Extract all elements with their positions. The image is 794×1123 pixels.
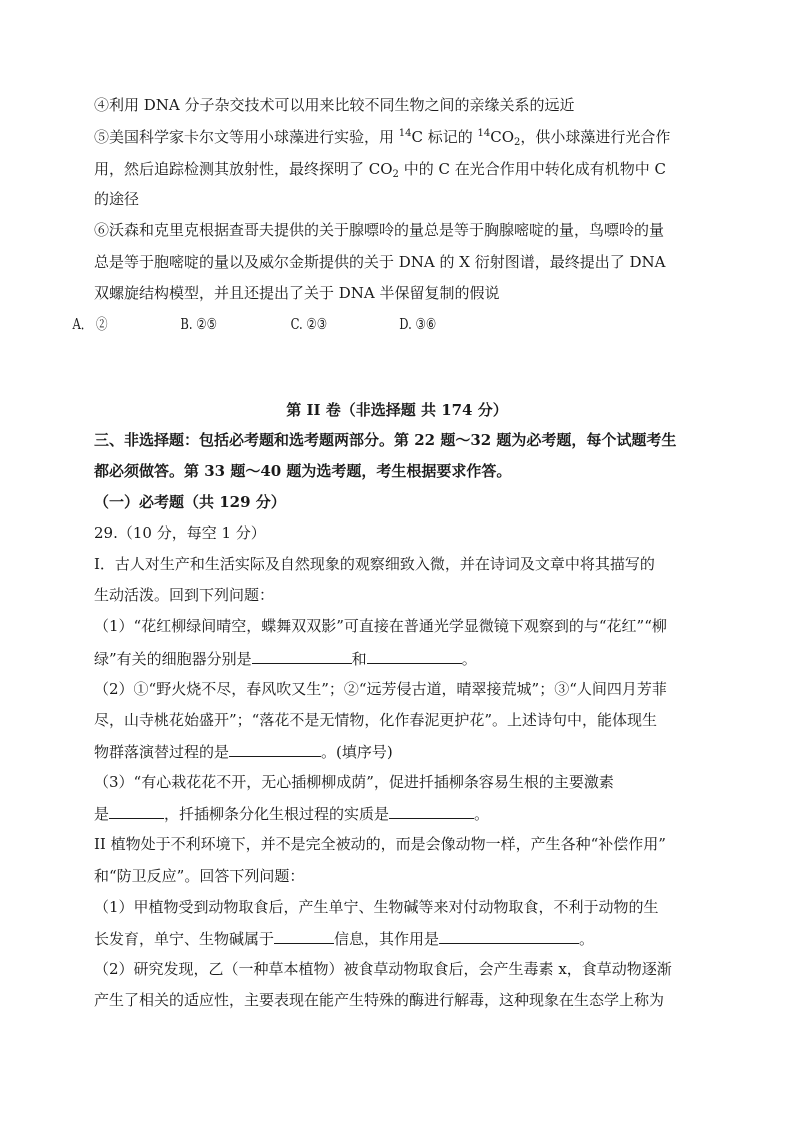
statement-5-line3 xyxy=(94,189,139,209)
statement-5-text: C 标记的 xyxy=(411,128,478,146)
statement-6-line1 xyxy=(94,220,664,240)
question-1-line1: （1）“花红柳绿间晴空，蝶舞双双影”可直接在普通光学显微镜下观察到的与“花红”“柳 xyxy=(94,617,667,635)
question-ii-1-line1: （1）甲植物受到动物取食后，产生单宁、生物碱等来对付动物取食，不利于动物的生 xyxy=(94,898,659,916)
question-1-line2 xyxy=(94,648,477,669)
isotope-superscript: 14 xyxy=(477,128,491,139)
question-3-line2 xyxy=(94,803,489,824)
formula-subscript: 2 xyxy=(392,169,399,180)
section-instructions-line1: 三、非选择题：包括必考题和选考题两部分。第 22 题～32 题为必考题，每个试题考生 xyxy=(94,431,677,449)
statement-6-line2 xyxy=(94,252,666,272)
statement-5-line1 xyxy=(94,127,670,147)
statement-5-text: ⑤美国科学家卡尔文等用小球藻进行实验，用 xyxy=(94,128,399,146)
question-text: 和 xyxy=(351,650,367,668)
question-29-header: 29.（10 分，每空 1 分） xyxy=(94,524,266,542)
statement-6-text: 双螺旋结构模型，并且还提出了关于 DNA 半保留复制的假说 xyxy=(94,284,500,302)
question-text: 。(填序号) xyxy=(321,743,393,761)
option-c: C. ②③ xyxy=(290,315,328,333)
statement-5-line2 xyxy=(94,159,666,179)
statement-6-text: 总是等于胞嘧啶的量以及威尔金斯提供的关于 DNA 的 X 衍射图谱，最终提出了 DNA xyxy=(94,253,666,271)
subsection-title: （一）必考题（共 129 分） xyxy=(94,493,286,511)
option-b: B. ②⑤ xyxy=(180,315,217,333)
question-text: 物群落演替过程的是 xyxy=(94,743,230,761)
isotope-superscript: 14 xyxy=(398,128,412,139)
statement-5-text: 的途径 xyxy=(94,190,140,208)
statement-4 xyxy=(94,95,575,115)
question-text: 绿”有关的细胞器分别是 xyxy=(94,650,252,668)
question-ii-2-line1: （2）研究发现，乙（一种草本植物）被食草动物取食后，会产生毒素 x，食草动物逐渐 xyxy=(94,960,672,978)
statement-4-text: ④利用 DNA 分子杂交技术可以用来比较不同生物之间的亲缘关系的远近 xyxy=(94,96,575,114)
section-instructions-line2: 都必须做答。第 33 题～40 题为选考题，考生根据要求作答。 xyxy=(94,462,512,480)
question-text: 。 xyxy=(461,650,477,668)
statement-6-line3 xyxy=(94,283,500,303)
question-ii-2-line2: 产生了相关的适应性，主要表现在能产生特殊的酶进行解毒，这种现象在生态学上称为 xyxy=(94,991,665,1009)
question-text: ，扦插柳条分化生根过程的实质是 xyxy=(164,805,390,823)
question-2-line2: 尽，山寺桃花始盛开”；“落花不是无情物，化作春泥更护花”。上述诗句中，能体现生 xyxy=(94,711,658,729)
answer-blank[interactable] xyxy=(274,928,334,944)
question-ii-1-line2 xyxy=(94,928,594,949)
answer-blank[interactable] xyxy=(439,928,579,944)
section-title: 第 II 卷（非选择题 共 174 分） xyxy=(286,401,508,419)
answer-blank[interactable] xyxy=(252,648,352,664)
question-2-line3 xyxy=(94,741,393,762)
statement-5-text: CO xyxy=(490,128,515,146)
answer-blank[interactable] xyxy=(389,803,474,819)
option-d: D. ③⑥ xyxy=(399,315,437,333)
formula-subscript: 2 xyxy=(514,137,521,148)
statement-5-text: 用，然后追踪检测其放射性，最终探明了 CO xyxy=(94,160,393,178)
question-text: 长发育，单宁、生物碱属于 xyxy=(94,930,275,948)
statement-5-text: 中的 C 在光合作用中转化成有机物中 C xyxy=(398,160,666,178)
answer-blank[interactable] xyxy=(109,803,164,819)
question-3-line1: （3）“有心栽花花不开，无心插柳柳成荫”，促进扦插柳条容易生根的主要激素 xyxy=(94,773,614,791)
answer-blank[interactable] xyxy=(229,741,321,757)
part-2-intro-line2: 和“防卫反应”。回答下列问题： xyxy=(94,867,305,885)
question-2-line1: （2）①“野火烧不尽，春风吹又生”；②“远芳侵古道，晴翠接荒城”；③“人间四月芳菲 xyxy=(94,680,667,698)
part-1-intro-line1: I．古人对生产和生活实际及自然现象的观察细致入微，并在诗词及文章中将其描写的 xyxy=(94,555,655,573)
part-2-intro-line1: II 植物处于不利环境下，并不是完全被动的，而是会像动物一样，产生各种“补偿作用” xyxy=(94,835,666,853)
option-a: A． ② xyxy=(72,315,108,333)
question-text: 是 xyxy=(94,805,110,823)
statement-5-text: ，供小球藻进行光合作 xyxy=(520,128,671,146)
question-text: 。 xyxy=(579,930,595,948)
part-1-intro-line2: 生动活泼。回到下列问题： xyxy=(94,586,275,604)
statement-6-text: ⑥沃森和克里克根据查哥夫提供的关于腺嘌呤的量总是等于胸腺嘧啶的量，鸟嘌呤的量 xyxy=(94,221,665,239)
answer-blank[interactable] xyxy=(367,648,462,664)
question-text: 信息，其作用是 xyxy=(334,930,440,948)
question-text: 。 xyxy=(474,805,490,823)
